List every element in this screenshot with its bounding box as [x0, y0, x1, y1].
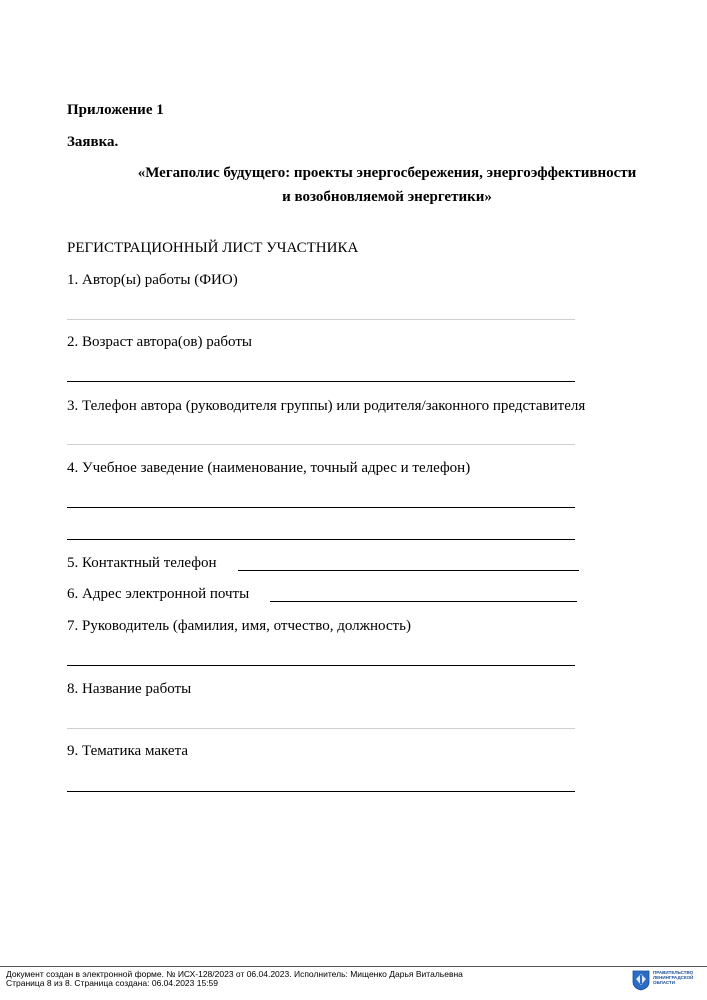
- field-institution-line-1[interactable]: [67, 507, 575, 508]
- document-title-line-1: «Мегаполис будущего: проекты энергосбережения, энергоэффективности: [137, 165, 637, 181]
- field-institution-label: 4. Учебное заведение (наименование, точный адрес и телефон): [67, 460, 471, 476]
- footer-divider: [0, 966, 707, 967]
- field-authors-label: 1. Автор(ы) работы (ФИО): [67, 272, 238, 288]
- field-contact-phone-label: 5. Контактный телефон: [67, 555, 217, 571]
- field-phone-author-label: 3. Телефон автора (руководителя группы) или родителя/законного представителя: [67, 398, 586, 414]
- footer-page-info: Страница 8 из 8. Страница создана: 06.04.2023 15:59: [6, 978, 219, 988]
- appendix-label: Приложение 1: [67, 102, 164, 118]
- field-supervisor-line[interactable]: [67, 665, 575, 666]
- field-age-label: 2. Возраст автора(ов) работы: [67, 334, 252, 350]
- field-age-line[interactable]: [67, 381, 575, 382]
- logo-text-line-2: ЛЕНИНГРАДСКОЙ: [653, 975, 694, 981]
- field-institution-line-2[interactable]: [67, 539, 575, 540]
- logo-text: [653, 970, 693, 986]
- field-model-topic-line[interactable]: [67, 791, 575, 792]
- field-contact-phone-line[interactable]: [238, 570, 579, 571]
- registration-sheet-title: РЕГИСТРАЦИОННЫЙ ЛИСТ УЧАСТНИКА: [67, 240, 359, 256]
- field-email-label: 6. Адрес электронной почты: [67, 586, 250, 602]
- application-label: Заявка.: [67, 134, 119, 150]
- field-phone-author-line[interactable]: [67, 444, 575, 445]
- field-model-topic-label: 9. Тематика макета: [67, 743, 188, 759]
- logo-text-line-1: ПРАВИТЕЛЬСТВО: [653, 970, 694, 975]
- field-email-line[interactable]: [270, 601, 577, 602]
- field-work-title-label: 8. Название работы: [67, 681, 192, 697]
- government-logo: [632, 970, 702, 992]
- field-supervisor-label: 7. Руководитель (фамилия, имя, отчество, должность): [67, 618, 411, 634]
- field-authors-line[interactable]: [67, 319, 575, 320]
- coat-of-arms-icon: [632, 970, 650, 991]
- field-work-title-line[interactable]: [67, 728, 575, 729]
- footer-document-info: Документ создан в электронной форме. № ИСХ-128/2023 от 06.04.2023. Исполнитель: Мищенко Дарья Витальевна: [6, 969, 463, 979]
- document-title-line-2: и возобновляемой энергетики»: [282, 189, 492, 205]
- logo-text-line-3: ОБЛАСТИ: [653, 980, 676, 986]
